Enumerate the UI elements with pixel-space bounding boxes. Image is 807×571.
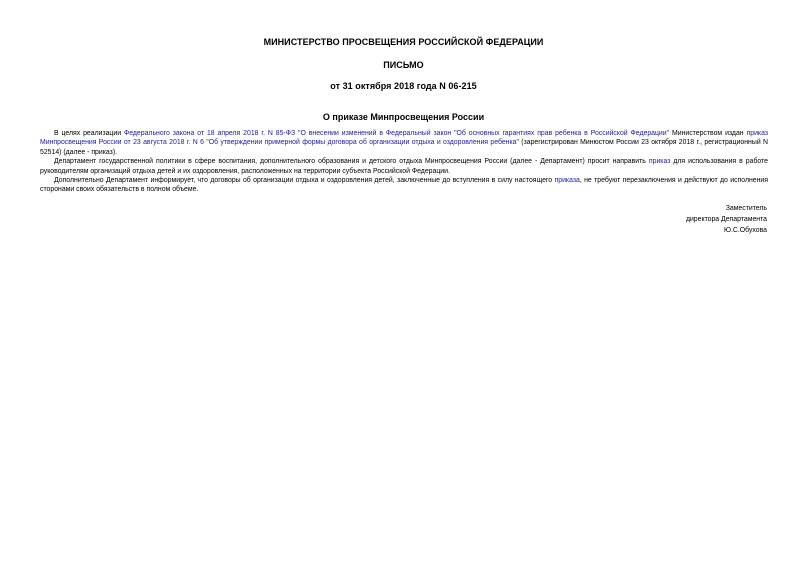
paragraph-text: , не требуют перезаключения и действуют до исполнения сторонами своих обязательств в полном объеме. — [40, 177, 768, 194]
signature-department: директора Департамента — [685, 216, 767, 223]
paragraph-text: Дополнительно Департамент информирует, что договоры об организации отдыха и оздоровления детей, заключенные до вступления в силу настоящего — [54, 177, 555, 185]
order-link[interactable]: приказ Минпросвещения России от 23 августа 2018 г. N 6 "Об утверждении примерной формы договора об организации отдыха и оздоровления ребенка" — [40, 130, 768, 147]
order-link[interactable]: приказа — [554, 177, 580, 185]
paragraph-text: Министерством издан — [669, 130, 747, 137]
document-body — [40, 129, 768, 195]
signature-position: Заместитель — [725, 205, 767, 212]
document-date-number: от 31 октября 2018 года N 06-215 — [330, 81, 477, 91]
order-link[interactable]: приказ — [648, 158, 671, 166]
document-title: О приказе Минпросвещения России — [322, 112, 485, 122]
paragraph-1 — [40, 129, 768, 157]
paragraph-3 — [40, 176, 768, 195]
federal-law-link[interactable]: Федерального закона от 18 апреля 2018 г. N 85-ФЗ "О внесении изменений в Федеральный закон "Об основных гарантиях прав ребенка в Российской Федерации" — [123, 130, 670, 137]
document-type: ПИСЬМО — [383, 60, 424, 70]
signature-name: Ю.С.Обухова — [724, 227, 767, 234]
paragraph-2 — [40, 157, 768, 176]
signature-block — [686, 203, 767, 236]
ministry-heading: МИНИСТЕРСТВО ПРОСВЕЩЕНИЯ РОССИЙСКОЙ ФЕДЕРАЦИИ — [263, 37, 544, 47]
paragraph-text: Департамент государственной политики в сфере воспитания, дополнительного образования и детского отдыха Минпросвещения России (далее - Департамент) просит направить — [54, 158, 649, 166]
paragraph-text: В целях реализации — [54, 130, 124, 137]
paragraph-text: для использования в работе руководителям организаций отдыха детей и их оздоровления, расположенных на территории субъекта Российской Федерации. — [40, 158, 768, 175]
paragraph-text: (зарегистрирован Минюстом России 23 октября 2018 г., регистрационный N 52514) (далее - приказ). — [40, 139, 768, 156]
